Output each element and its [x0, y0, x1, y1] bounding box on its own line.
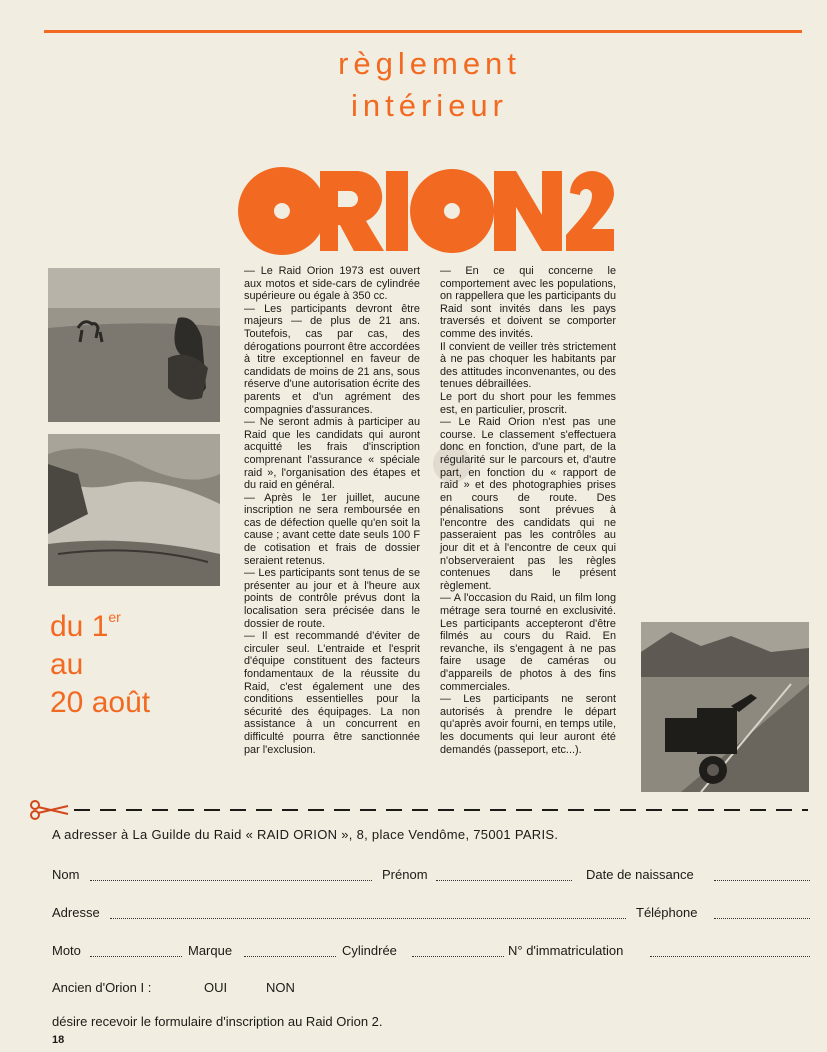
- page-number: 18: [52, 1034, 65, 1046]
- oui-option[interactable]: OUI: [204, 980, 228, 995]
- non-option[interactable]: NON: [266, 980, 295, 995]
- desert-camel-photo: [48, 268, 220, 422]
- form-row-vehicle: [52, 943, 810, 961]
- dates-block: [50, 598, 150, 722]
- rules-column-2: [440, 265, 616, 756]
- rule-paragraph: — En ce qui concerne le comportement avec les populations, on rappellera que les participants du Raid sont invités dans les pays traversés et doivent se comporter comme des invités.: [440, 265, 616, 340]
- rule-paragraph: Il convient de veiller très strictement à ne pas choquer les habitants par des attitudes inconvenantes, ou des tenues débraillées.: [440, 340, 616, 391]
- rules-column-1: [244, 265, 420, 756]
- title-line-1: règlement: [338, 46, 521, 81]
- scissors-icon: [31, 801, 68, 819]
- marque-label: Marque: [188, 943, 233, 958]
- form-row-request: [52, 1014, 810, 1032]
- form-row-identity: [52, 867, 810, 885]
- telephone-field[interactable]: [714, 918, 810, 919]
- desert-dunes-photo: [48, 434, 220, 586]
- rule-paragraph: — Les participants ne seront autorisés à prendre le départ qu'après avoir fourni, en temps utile, les documents qui leur auront été demandés (passeport, etc...).: [440, 693, 616, 756]
- cylindree-label: Cylindrée: [342, 943, 397, 958]
- rule-paragraph: Le port du short pour les femmes est, en particulier, proscrit.: [440, 390, 616, 416]
- date-naissance-field[interactable]: [714, 880, 810, 881]
- mailing-address: A adresser à La Guilde du Raid « RAID ORION », 8, place Vendôme, 75001 PARIS.: [52, 827, 559, 842]
- dates-line-2: au: [50, 648, 84, 681]
- moto-label: Moto: [52, 943, 81, 958]
- rule-paragraph: — A l'occasion du Raid, un film long métrage sera tourné en exclusivité. Les participants accepteront d'être filmés au cours du Raid. En revanche, ils s'engagent à ne pas faire usage de caméras ou d'appareils de photos à des fins commerciales.: [440, 592, 616, 693]
- immatriculation-field[interactable]: [650, 956, 810, 957]
- rule-paragraph: — Le Raid Orion 1973 est ouvert aux motos et side-cars de cylindrée supérieure ou égale à 350 cc.: [244, 265, 420, 303]
- rule-paragraph: — Après le 1er juillet, aucune inscription ne sera remboursée en cas de défection quelle qu'en soit la cause ; avant cette date seuls 100 F de cotisation et frais de dossier seraient retenus.: [244, 491, 420, 567]
- immatriculation-label: N° d'immatriculation: [508, 943, 624, 958]
- marque-field[interactable]: [244, 956, 336, 957]
- adresse-label: Adresse: [52, 905, 100, 920]
- rule-paragraph: — Les participants sont tenus de se présenter au jour et à l'heure aux points de contrôle prévus dont la localisation sera précisée dans le dossier de route.: [244, 567, 420, 630]
- adresse-field[interactable]: [110, 918, 626, 919]
- orion-2-logo: [236, 165, 616, 257]
- form-row-address: [52, 905, 810, 923]
- dates-line-3: 20 août: [50, 686, 151, 719]
- moto-field[interactable]: [90, 956, 182, 957]
- cut-line: [28, 800, 808, 820]
- top-rule: [44, 30, 802, 33]
- date-naissance-label: Date de naissance: [586, 867, 694, 882]
- nom-field[interactable]: [90, 880, 372, 881]
- rule-paragraph: — Les participants devront être majeurs — de plus de 21 ans. Toutefois, cas par cas, des dérogations pourront être accordées à titre exceptionnel en faveur de candidats de moins de 21 ans, sous réserve d'une autorisation écrite des parents et d'un agrément des compagnies d'assurances.: [244, 302, 420, 416]
- cylindree-field[interactable]: [412, 956, 504, 957]
- form-row-ancien: [52, 980, 810, 998]
- rule-paragraph: — Il est recommandé d'éviter de circuler seul. L'entraide et l'esprit d'équipe constituent des facteurs fondamentaux de la réussite du Raid, c'est également une des conditions essentielles pour la sécurité des équipages. La non assistance à un concurrent en difficulté pourra être sanctionnée par l'exclusion.: [244, 630, 420, 756]
- prenom-field[interactable]: [436, 880, 572, 881]
- motorcycle-road-photo: [641, 622, 809, 792]
- rule-paragraph: — Ne seront admis à participer au Raid que les candidats qui auront acquitté les frais d'inscription comprenant l'assurance « spéciale raid », l'organisation des étapes et du raid en général.: [244, 416, 420, 492]
- title-line-2: intérieur: [351, 88, 508, 123]
- request-text: désire recevoir le formulaire d'inscription au Raid Orion 2.: [52, 1014, 383, 1029]
- ancien-label: Ancien d'Orion I :: [52, 980, 152, 995]
- rule-paragraph: — Le Raid Orion n'est pas une course. Le classement s'effectuera donc en fonction, d'une part, de la régularité sur le parcours et, d'autre part, en fonction du « rapport de raid » et des photographies prises en cours de route. Des pénalisations sont prévues à l'encontre des candidats qui ne passeraient pas les contrôles au jour dit et à l'encontre de ceux qui n'observeraient pas les règles contenues dans le présent règlement.: [440, 416, 616, 592]
- telephone-label: Téléphone: [636, 905, 698, 920]
- dates-line-1: du 1: [50, 610, 109, 643]
- prenom-label: Prénom: [382, 867, 428, 882]
- nom-label: Nom: [52, 867, 80, 882]
- dates-line-1-sup: er: [108, 609, 121, 625]
